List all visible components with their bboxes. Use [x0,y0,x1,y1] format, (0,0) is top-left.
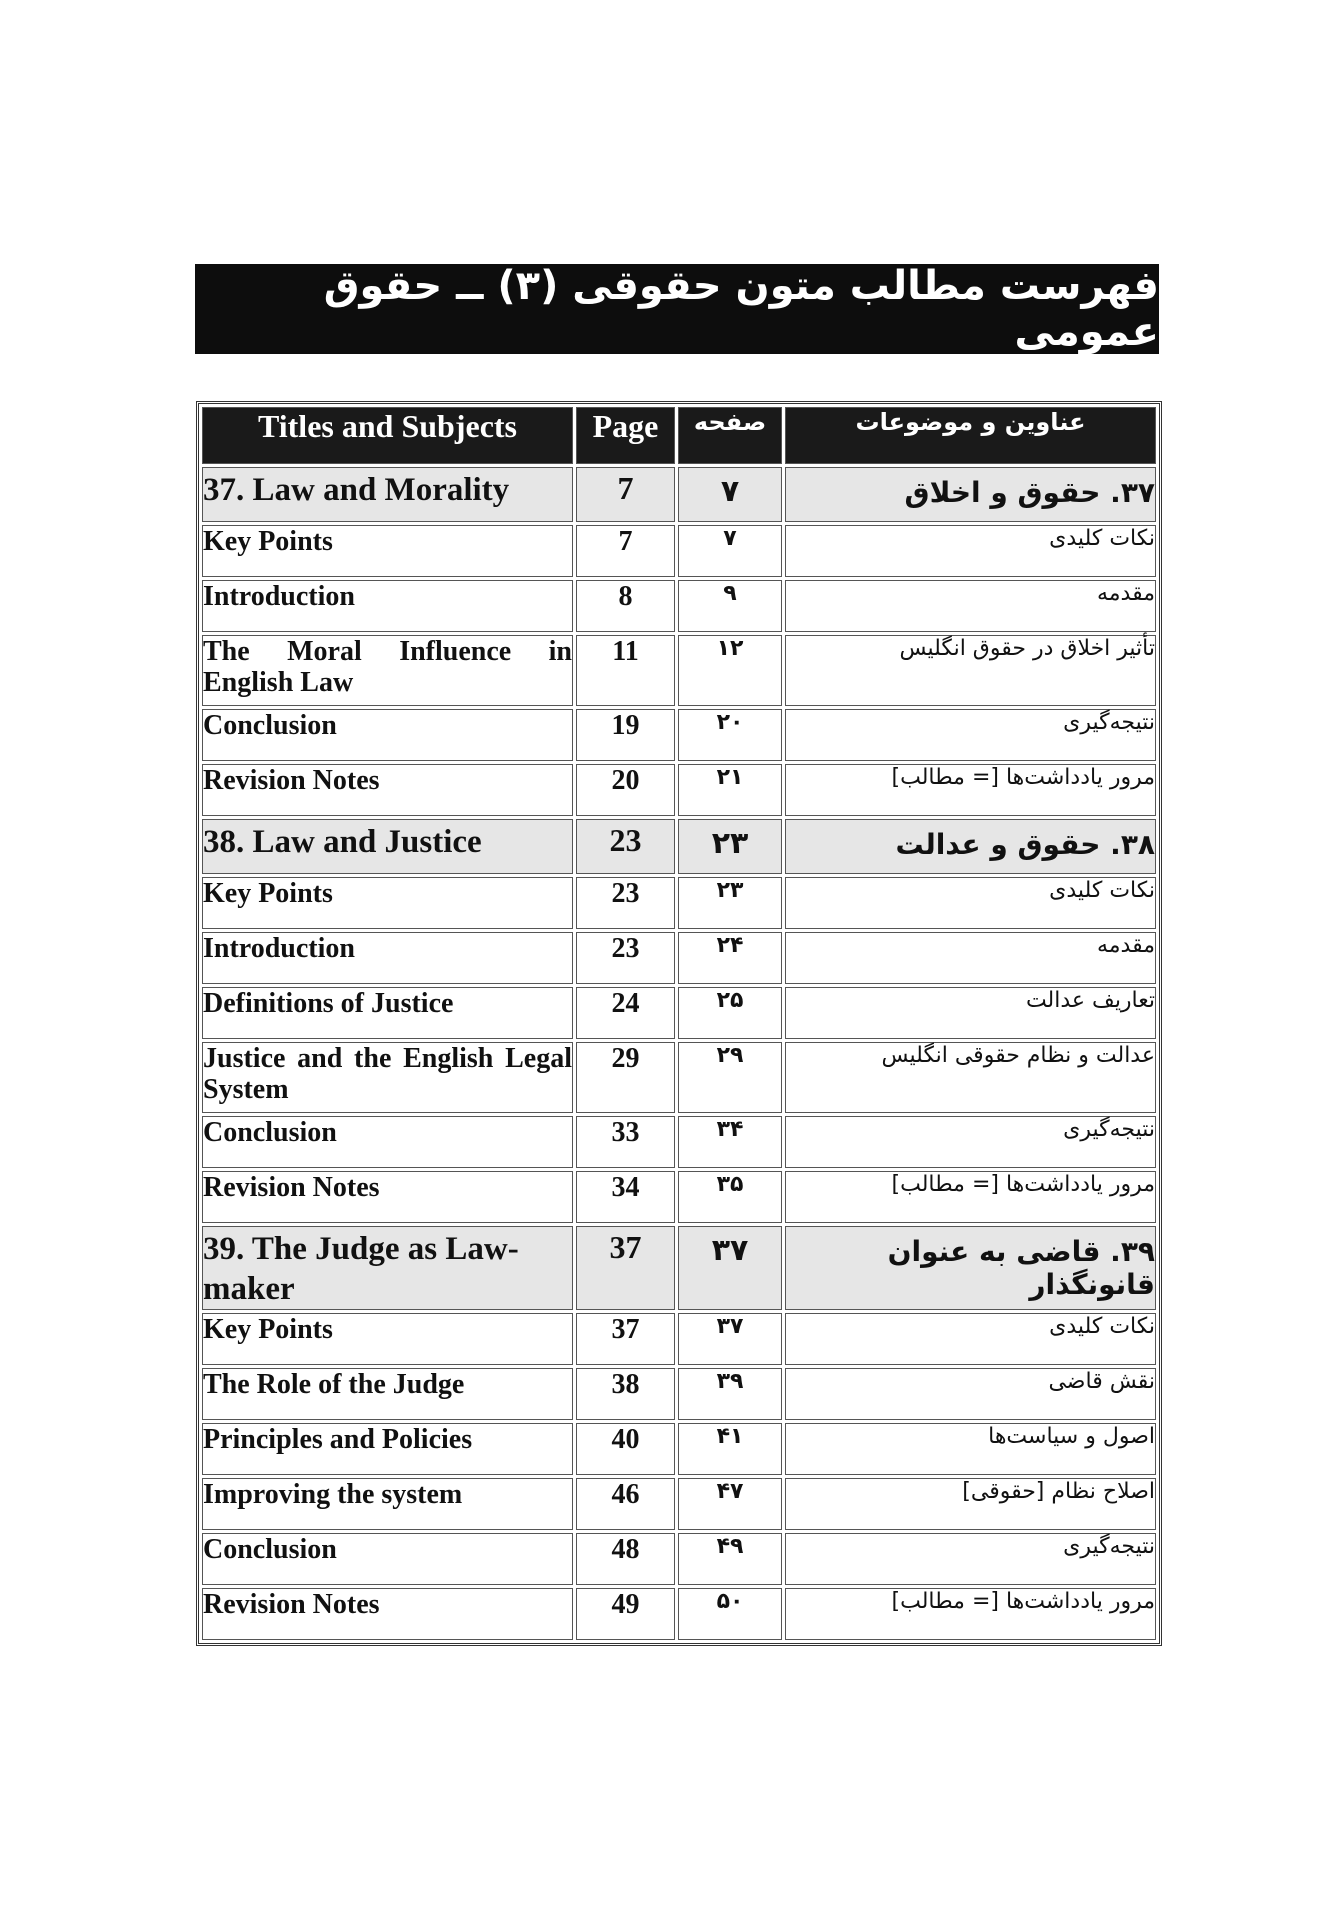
entry-title-en: The Moral Influence in English Law [202,635,573,706]
entry-page-en: 48 [576,1533,675,1585]
entry-page-fa: ۳۷ [678,1226,782,1310]
header-page-fa: صفحه [678,407,782,464]
entry-title-en: Key Points [202,1313,573,1365]
entry-page-en: 49 [576,1588,675,1640]
page-title: فهرست مطالب متون حقوقی (۳) ــ حقوق عمومی [195,264,1159,354]
entry-title-fa: مرور یادداشت‌ها [= مطالب] [785,764,1156,816]
entry-title-en: Revision Notes [202,1588,573,1640]
entry-title-fa: مقدمه [785,932,1156,984]
entry-title-fa: نتیجه‌گیری [785,1533,1156,1585]
table-row [202,877,1156,929]
table-row [202,1533,1156,1585]
table-row [202,1313,1156,1365]
toc-table [199,404,1159,1643]
entry-page-fa: ۲۰ [678,709,782,761]
table-row [202,932,1156,984]
entry-page-fa: ۲۳ [678,877,782,929]
entry-page-fa: ۲۱ [678,764,782,816]
entry-title-fa: نکات کلیدی [785,525,1156,577]
entry-title-fa: نکات کلیدی [785,877,1156,929]
toc-header-row [202,407,1156,464]
chapter-row [202,1226,1156,1310]
chapter-row [202,467,1156,522]
entry-page-en: 33 [576,1116,675,1168]
entry-page-fa: ۳۵ [678,1171,782,1223]
entry-page-fa: ۵۰ [678,1588,782,1640]
entry-title-fa: نتیجه‌گیری [785,1116,1156,1168]
table-row [202,1116,1156,1168]
table-row [202,764,1156,816]
entry-title-en: 38. Law and Justice [202,819,573,874]
entry-title-fa: اصول و سیاست‌ها [785,1423,1156,1475]
entry-page-en: 40 [576,1423,675,1475]
entry-page-en: 24 [576,987,675,1039]
entry-page-en: 29 [576,1042,675,1113]
entry-title-fa: اصلاح نظام [حقوقی] [785,1478,1156,1530]
entry-page-fa: ۴۹ [678,1533,782,1585]
entry-page-en: 46 [576,1478,675,1530]
entry-page-fa: ۲۳ [678,819,782,874]
entry-page-fa: ۲۴ [678,932,782,984]
entry-title-en: The Role of the Judge [202,1368,573,1420]
entry-title-en: Improving the system [202,1478,573,1530]
entry-page-en: 8 [576,580,675,632]
entry-title-fa: ۳۷. حقوق و اخلاق [785,467,1156,522]
entry-page-en: 7 [576,525,675,577]
entry-title-fa: مرور یادداشت‌ها [= مطالب] [785,1171,1156,1223]
header-page-en: Page [576,407,675,464]
entry-title-en: Definitions of Justice [202,987,573,1039]
entry-title-fa: تأثیر اخلاق در حقوق انگلیس [785,635,1156,706]
table-row [202,1478,1156,1530]
entry-title-en: Introduction [202,580,573,632]
entry-title-fa: نکات کلیدی [785,1313,1156,1365]
entry-page-en: 37 [576,1226,675,1310]
entry-page-en: 23 [576,932,675,984]
entry-title-fa: عدالت و نظام حقوقی انگلیس [785,1042,1156,1113]
entry-title-en: Introduction [202,932,573,984]
entry-page-fa: ۷ [678,525,782,577]
entry-title-en: Revision Notes [202,1171,573,1223]
entry-page-en: 7 [576,467,675,522]
entry-title-en: 39. The Judge as Law-maker [202,1226,573,1310]
entry-page-fa: ۱۲ [678,635,782,706]
table-row [202,635,1156,706]
table-row [202,1042,1156,1113]
entry-title-en: Key Points [202,877,573,929]
toc-table-frame [196,401,1162,1646]
entry-page-fa: ۴۷ [678,1478,782,1530]
entry-page-en: 38 [576,1368,675,1420]
entry-title-en: Key Points [202,525,573,577]
entry-page-fa: ۳۴ [678,1116,782,1168]
entry-page-en: 23 [576,819,675,874]
entry-title-en: Conclusion [202,1533,573,1585]
table-row [202,1423,1156,1475]
table-row [202,709,1156,761]
header-titles-fa: عناوین و موضوعات [785,407,1156,464]
entry-title-en: Conclusion [202,709,573,761]
entry-title-fa: تعاریف عدالت [785,987,1156,1039]
entry-page-fa: ۴۱ [678,1423,782,1475]
entry-page-en: 19 [576,709,675,761]
table-row [202,1171,1156,1223]
entry-title-en: 37. Law and Morality [202,467,573,522]
entry-title-en: Justice and the English Legal System [202,1042,573,1113]
entry-page-en: 11 [576,635,675,706]
header-titles-en: Titles and Subjects [202,407,573,464]
entry-page-fa: ۲۵ [678,987,782,1039]
table-row [202,1588,1156,1640]
entry-page-en: 23 [576,877,675,929]
entry-page-fa: ۹ [678,580,782,632]
table-row [202,580,1156,632]
entry-page-fa: ۳۹ [678,1368,782,1420]
entry-title-en: Revision Notes [202,764,573,816]
entry-page-en: 20 [576,764,675,816]
entry-page-fa: ۲۹ [678,1042,782,1113]
entry-title-en: Conclusion [202,1116,573,1168]
entry-title-en: Principles and Policies [202,1423,573,1475]
entry-title-fa: ۳۸. حقوق و عدالت [785,819,1156,874]
entry-title-fa: مقدمه [785,580,1156,632]
chapter-row [202,819,1156,874]
entry-page-fa: ۳۷ [678,1313,782,1365]
table-row [202,525,1156,577]
table-row [202,1368,1156,1420]
entry-page-fa: ۷ [678,467,782,522]
entry-page-en: 34 [576,1171,675,1223]
entry-title-fa: نتیجه‌گیری [785,709,1156,761]
table-row [202,987,1156,1039]
entry-page-en: 37 [576,1313,675,1365]
entry-title-fa: نقش قاضی [785,1368,1156,1420]
entry-title-fa: ۳۹. قاضی به عنوان قانونگذار [785,1226,1156,1310]
entry-title-fa: مرور یادداشت‌ها [= مطالب] [785,1588,1156,1640]
